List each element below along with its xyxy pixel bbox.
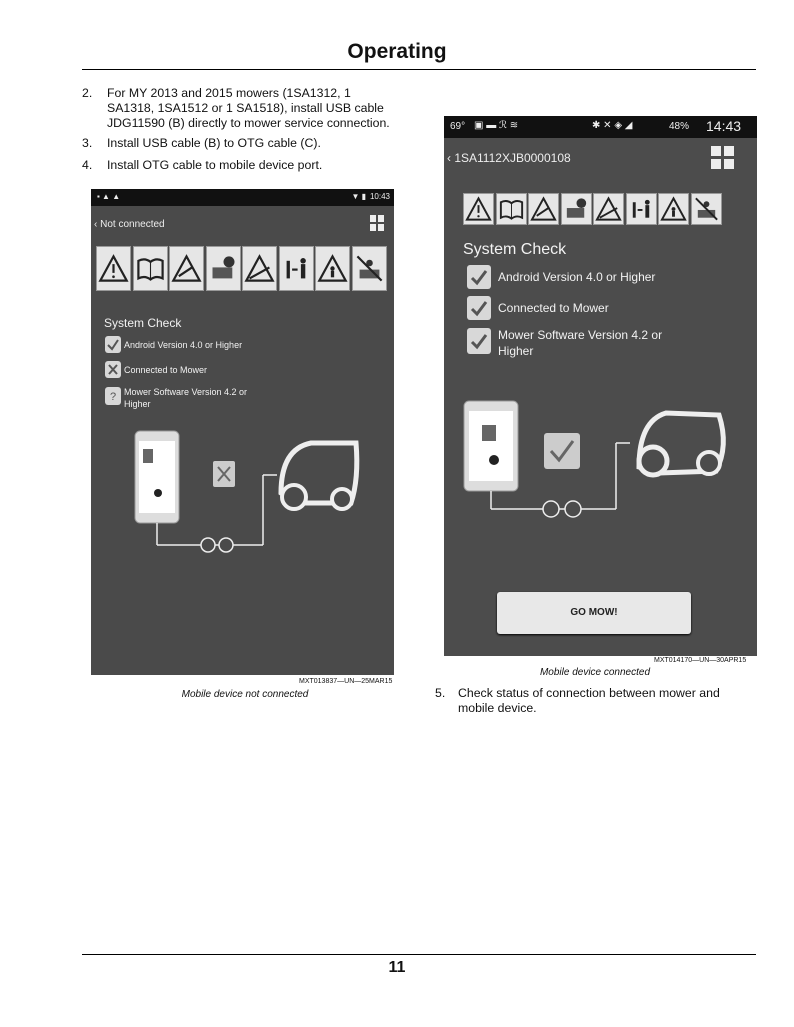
step-4 [82,158,422,173]
check-icon [467,265,491,289]
signal-icons: ✱ ✕ ◈ ◢ [592,120,633,131]
notification-icons: ▣ ▬ ℛ ≋ [474,120,519,131]
chevron-left-icon: ‹ [447,151,451,165]
rain-mower-icon [206,246,241,291]
header-label: 1SA1112XJB0000108 [454,151,571,165]
figure-caption: Mobile device connected [539,667,651,678]
header-rule [82,69,756,70]
grid-menu-icon[interactable] [711,146,735,170]
check-item-line: Mower Software Version 4.2 or [498,328,663,342]
no-riding-icon [352,246,387,291]
warning-triangle-icon [463,193,494,225]
svg-text:?: ? [110,391,117,403]
status-time: 10:43 [369,192,390,201]
no-riding-icon [691,193,722,225]
check-item-label [124,386,247,410]
usb-connector-icon [201,538,215,552]
step-number: 2. [82,86,93,100]
header-label: Not connected [100,219,165,230]
step-line: Check status of connection between mower and [458,686,720,700]
page-number: 11 [388,959,406,976]
screenshot-connected [444,116,757,656]
check-item-line: Higher [124,399,151,409]
manual-book-icon [133,246,168,291]
manual-book-icon [496,193,527,225]
figure-code: MXT014170—UN—30APR15 [654,657,747,664]
back-header[interactable] [447,151,571,165]
check-item-label: Android Version 4.0 or Higher [124,340,243,350]
step-line: For MY 2013 and 2015 mowers (1SA1312, 1 [107,86,351,100]
check-item-line: Higher [498,344,534,358]
check-item-label: Connected to Mower [498,301,609,315]
otg-connector-icon [565,501,581,517]
go-mow-button[interactable]: GO MOW! [497,592,691,634]
step-line: Install OTG cable to mobile device port. [107,158,323,172]
check-icon [105,336,121,353]
step-line: SA1318, 1SA1512 or 1 SA1518), install USB cable [107,101,384,115]
check-icon [467,328,491,354]
status-time: 14:43 [706,118,742,134]
figure-code: MXT013837—UN—25MAR15 [299,678,393,685]
step-3 [82,136,422,151]
step-5 [435,686,765,716]
page-title: Operating [347,40,447,63]
check-item-label: Connected to Mower [124,365,208,375]
warning-triangle-icon [96,246,131,291]
grid-menu-icon[interactable] [370,215,385,232]
step-line: Install USB cable (B) to OTG cable (C). [107,136,321,150]
status-bar [91,189,394,206]
status-bar [444,116,757,138]
connection-diagram [444,391,757,531]
notification-icons: ▪ ▲ ▲ [97,192,121,201]
check-item-line: Mower Software Version 4.2 or [124,387,248,397]
status-temp: 69° [450,121,466,132]
system-check-title: System Check [104,316,182,330]
step-number: 3. [82,136,93,150]
rain-mower-icon [561,193,592,225]
status-battery: 48% [669,121,690,132]
keep-distance-icon [626,193,657,225]
question-icon [105,387,121,405]
check-icon [467,296,491,320]
step-number: 5. [435,686,446,700]
step-line: JDG11590 (B) directly to mower service connection. [107,116,390,130]
slope-hazard-icon [242,246,277,291]
check-icon [544,433,580,469]
connection-diagram [91,419,394,559]
child-hazard-icon [315,246,350,291]
step-line: mobile device. [458,701,537,715]
step-number: 4. [82,158,93,172]
check-item-label: Android Version 4.0 or Higher [498,270,656,284]
wifi-battery-icon: ▼ ▮ [351,192,366,201]
x-icon [105,361,121,378]
figure-caption: Mobile device not connected [181,689,309,700]
footer-rule [82,954,756,955]
slope-hazard-icon [593,193,624,225]
step-2 [82,86,422,131]
check-item-label [498,327,662,359]
back-header[interactable] [94,219,165,230]
system-check-title: System Check [463,241,567,258]
otg-connector-icon [219,538,233,552]
screenshot-not-connected [91,189,394,675]
keep-distance-icon [279,246,314,291]
chevron-left-icon: ‹ [94,219,98,230]
thrown-objects-icon [528,193,559,225]
thrown-objects-icon [169,246,204,291]
usb-connector-icon [543,501,559,517]
child-hazard-icon [658,193,689,225]
